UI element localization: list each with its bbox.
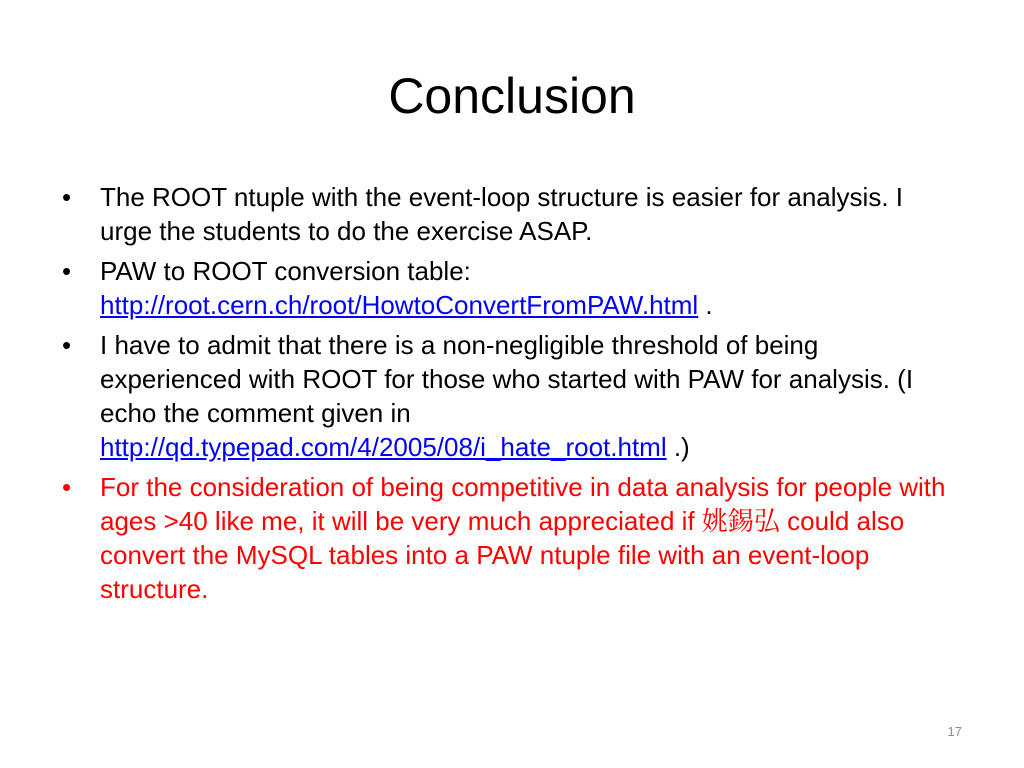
slide-title: Conclusion [388, 68, 636, 124]
bullet-text-suffix: . [698, 290, 713, 320]
bullet-item-1 [62, 180, 962, 248]
bullet-text: The ROOT ntuple with the event-loop structure is easier for analysis. I urge the students to do the exercise ASAP. [100, 182, 903, 246]
bullet-item-3 [62, 328, 962, 464]
page-number: 17 [947, 724, 962, 739]
bullet-list [62, 180, 962, 612]
bullet-text: I have to admit that there is a non-negligible threshold of being experienced with ROOT for those who started with PAW for analysis. (I echo the comment given in [100, 330, 914, 428]
bullet-text-suffix: .) [666, 432, 690, 462]
bullet-icon: • [62, 472, 72, 502]
bullet-text: For the consideration of being competitive in data analysis for people with ages >40 like me, it will be very much appreciated if 姚錫弘 could also convert the MySQL tables into a PAW ntuple file with an event-loop structure. [100, 472, 946, 604]
bullet-text: PAW to ROOT conversion table: [100, 256, 471, 286]
bullet-icon: • [62, 182, 72, 212]
bullet-item-4 [62, 470, 962, 606]
paw-to-root-link[interactable]: http://root.cern.ch/root/HowtoConvertFromPAW.html [100, 290, 699, 320]
bullet-item-2 [62, 254, 962, 322]
bullet-icon: • [62, 330, 72, 360]
i-hate-root-link[interactable]: http://qd.typepad.com/4/2005/08/i_hate_root.html [100, 432, 667, 462]
bullet-icon: • [62, 256, 72, 286]
